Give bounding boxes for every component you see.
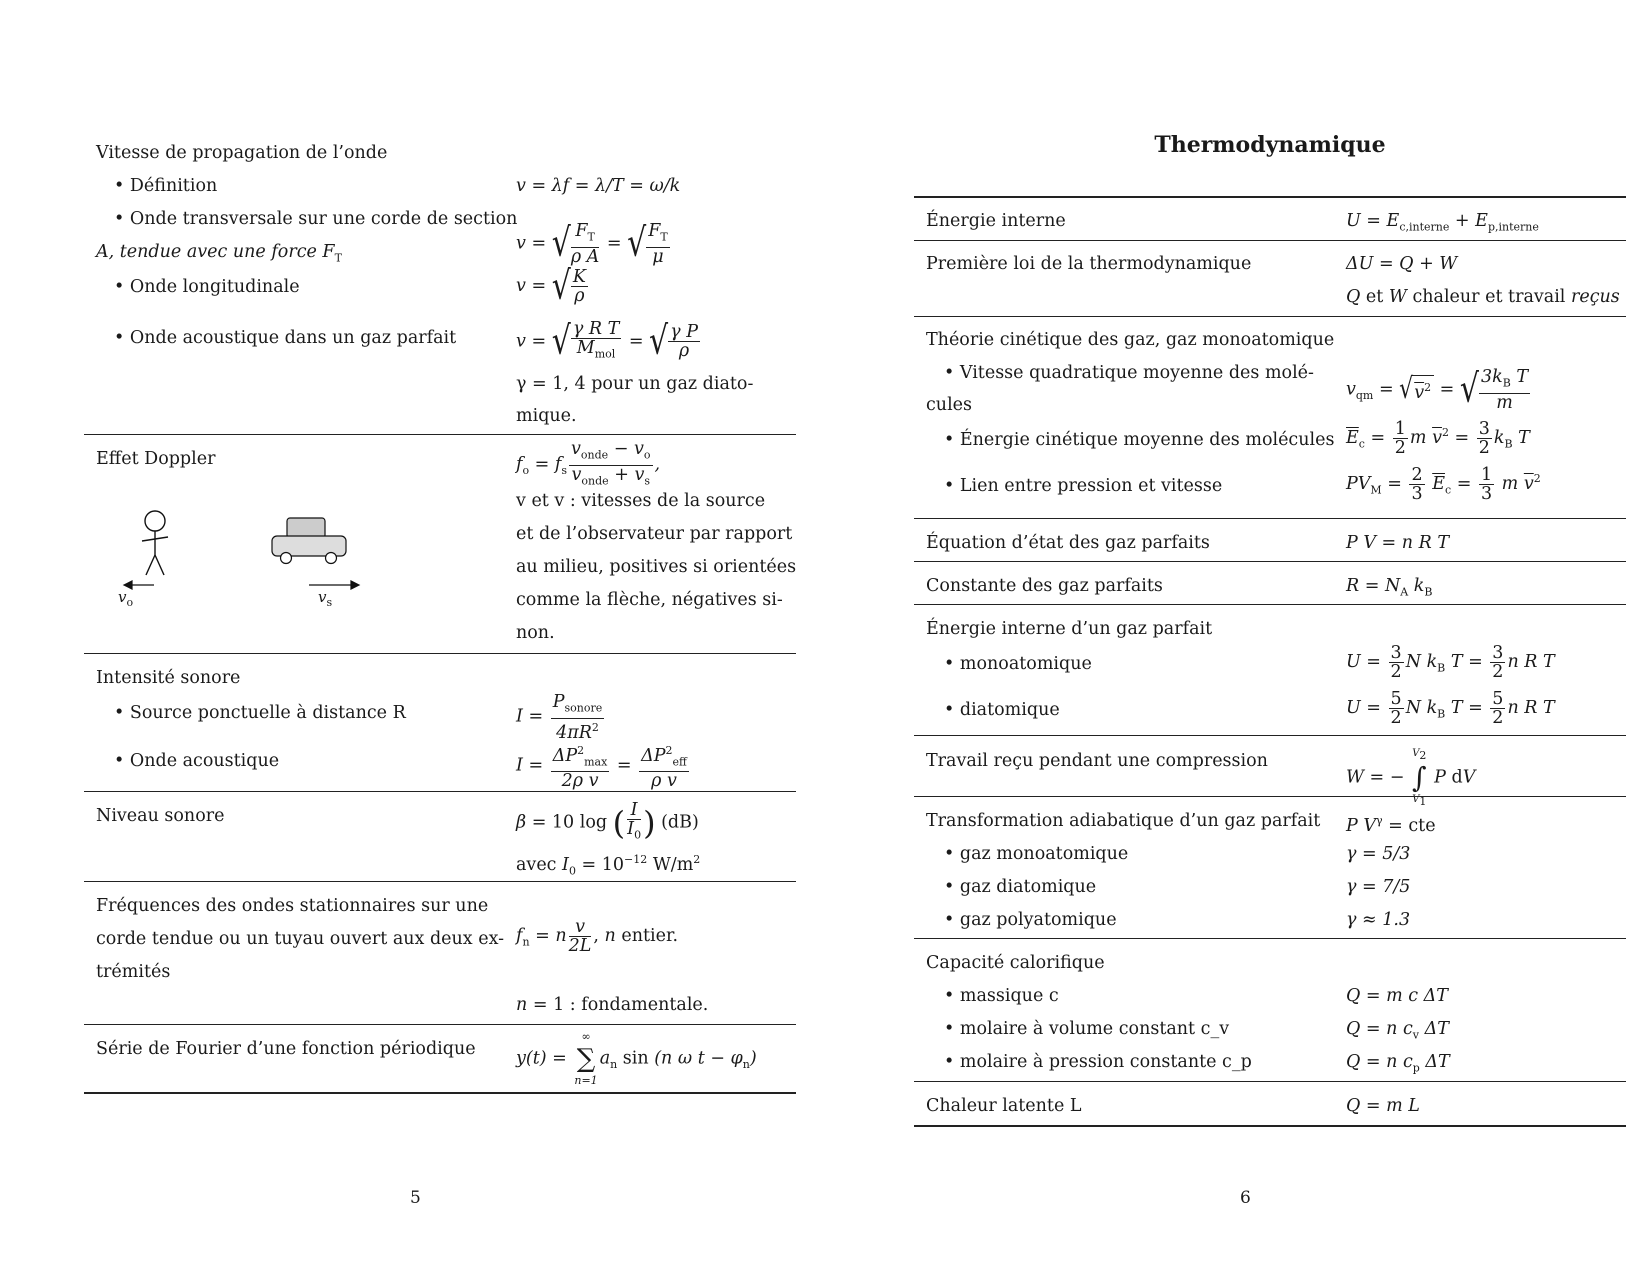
row-label: • monoatomique — [944, 654, 1092, 674]
divider — [84, 653, 796, 654]
speed-transverse-formula: v = √ $\frac{F_T}{\text{ρ A}}$ = √ $\frac{F_T}{\mu}$ — [516, 220, 668, 267]
level-note: avec $I_0 = 10^{-12}$ $W/m^2$ — [516, 853, 701, 878]
row-formula: ΔU = Q + W — [1346, 254, 1458, 274]
row-label: • diatomique — [944, 700, 1060, 720]
speed-transverse-label2 — [96, 240, 342, 271]
row-label: cules — [926, 395, 973, 415]
row-formula: W = − $V_2$ ∫ $V_1$ P dV — [1346, 748, 1476, 808]
page-number: 6 — [1240, 1188, 1251, 1208]
divider — [914, 1125, 1626, 1127]
label-vo-sub: o — [126, 596, 134, 609]
row-label: • massique c — [944, 986, 1059, 1006]
doppler-formula: $f_o = f_s$ $v_{onde} - v_o$ $v_{onde} + v_s$ , — [516, 439, 661, 487]
row-label: • molaire à pression constante c_p — [944, 1052, 1252, 1072]
row-formula: P V = n R T — [1346, 533, 1450, 553]
row-formula: γ = 7/5 — [1346, 877, 1411, 897]
intensity-acoustic-label: • Onde acoustique — [114, 751, 280, 771]
divider — [914, 561, 1626, 562]
speed-acoustic-formula: v = √ γ R T $M_{mol}$ = √ $\frac{\text{γ P}}{\rho}$ — [516, 318, 698, 364]
row-label: • Énergie cinétique moyenne des molécules — [944, 430, 1335, 450]
row-formula: U = $\frac{5}{2}$ N $k_B$ T = $\frac{5}{2}$ n R T — [1346, 689, 1555, 728]
row-label: Capacité calorifique — [926, 953, 1105, 973]
doppler-line-4: comme la flèche, négatives si- — [516, 590, 783, 610]
row-formula: $v_{qm} = √v^2$ = √ $\frac{3k_B T}{m}$ — [1346, 366, 1529, 413]
row-label: Énergie interne d’un gaz parfait — [926, 619, 1213, 639]
speed-gamma-note2: mique. — [516, 406, 577, 426]
row-formula: $\overline{E}_c$ = $\frac{1}{2}$ m $\overline{v}^2$ = $\frac{3}{2}$ $k_B$ T — [1346, 419, 1530, 458]
row-formula: Q = n $c_p$ ΔT — [1346, 1052, 1450, 1075]
row-label: Travail reçu pendant une compression — [926, 751, 1268, 771]
standing-line-1: Fréquences des ondes stationnaires sur une — [96, 896, 489, 916]
level-heading: Niveau sonore — [96, 806, 225, 826]
row-label: Chaleur latente L — [926, 1096, 1082, 1116]
row-formula: P $V^\gamma$ = cte — [1346, 814, 1436, 836]
row-label: Première loi de la thermodynamique — [926, 254, 1252, 274]
car-shape — [272, 518, 346, 564]
divider — [914, 196, 1626, 198]
row-label: • Vitesse quadratique moyenne des molé- — [944, 363, 1314, 383]
level-formula: β = 10 log ( $\frac{I}{I_0}$ ) (dB) — [516, 800, 699, 842]
row-formula: $PV_M$ = $\frac{2}{3}$ $\overline{E}_c$ = $\frac{1}{3}$ m $\overline{v}^2$ — [1346, 465, 1541, 504]
row-label: • gaz polyatomique — [944, 910, 1117, 930]
speed-definition-label: • Définition — [114, 176, 218, 196]
divider — [84, 881, 796, 882]
row-label: • gaz monoatomique — [944, 844, 1129, 864]
row-label: Théorie cinétique des gaz, gaz monoatomique — [926, 330, 1335, 350]
observer-stick-figure — [142, 511, 168, 575]
divider — [84, 791, 796, 792]
divider — [914, 735, 1626, 736]
row-note: Q et W chaleur et travail reçus — [1346, 287, 1620, 307]
speed-definition-text: v = λf = λ/T = ω/k — [516, 176, 681, 196]
row-formula: Q = m c ΔT — [1346, 986, 1448, 1006]
divider — [914, 240, 1626, 241]
speed-transverse-label: • Onde transversale sur une corde de section — [114, 209, 518, 229]
divider — [914, 938, 1626, 939]
page-number: 5 — [410, 1188, 421, 1208]
row-formula: γ ≈ 1.3 — [1346, 910, 1411, 930]
divider — [84, 434, 796, 435]
doppler-illustration — [104, 505, 374, 615]
fourier-heading: Série de Fourier d’une fonction périodique — [96, 1039, 476, 1059]
source-arrow — [309, 581, 359, 589]
doppler-line-3: au milieu, positives si orientées — [516, 557, 797, 577]
row-formula: U = $\frac{3}{2}$ N $k_B$ T = $\frac{3}{2}$ n R T — [1346, 643, 1555, 682]
intensity-heading: Intensité sonore — [96, 668, 241, 688]
divider — [914, 316, 1626, 317]
divider — [914, 1081, 1626, 1082]
fourier-formula: y(t) = ∞ ∑ n=1 $a_n$ sin (n ω $t - \varphi_n$) — [516, 1030, 757, 1087]
intensity-acoustic-formula: I = $\Delta P^2_{max}$ 2ρ v = $\Delta P^2_{eff}$ ρ v — [516, 744, 687, 792]
row-label: • Lien entre pression et vitesse — [944, 476, 1223, 496]
standing-note: n = 1 : fondamentale. — [516, 995, 709, 1015]
speed-heading: Vitesse de propagation de l’onde — [96, 143, 388, 163]
label-vo — [118, 585, 133, 615]
doppler-line-2: et de l’observateur par rapport — [516, 524, 793, 544]
row-formula: γ = 5/3 — [1346, 844, 1411, 864]
row-label: Constante des gaz parfaits — [926, 576, 1163, 596]
speed-acoustic-label: • Onde acoustique dans un gaz parfait — [114, 328, 457, 348]
intensity-point-label: • Source ponctuelle à distance R — [114, 703, 406, 723]
row-label: Transformation adiabatique d’un gaz parfait — [926, 811, 1321, 831]
label-vs-sub: s — [326, 596, 333, 609]
standing-formula: $f_n = n$ $\frac{v}{2L}$ , n entier. — [516, 917, 679, 956]
speed-longitudinal-formula: v = √ $\frac{K}{\rho}$ — [516, 263, 586, 309]
speed-definition-formula — [516, 174, 680, 198]
row-label: • molaire à volume constant c_v — [944, 1019, 1230, 1039]
label-vs-text: v — [318, 588, 327, 606]
intensity-point-formula: I = $P_{sonore}$ $4\pi R^2$ — [516, 692, 603, 743]
divider — [84, 1092, 796, 1094]
doppler-line-5: non. — [516, 623, 555, 643]
row-label: • gaz diatomique — [944, 877, 1097, 897]
standing-line-2: corde tendue ou un tuyau ouvert aux deux ex- — [96, 929, 505, 949]
speed-gamma-note: γ = 1, 4 pour un gaz diato- — [516, 374, 754, 394]
doppler-heading: Effet Doppler — [96, 449, 216, 469]
divider — [914, 518, 1626, 519]
page-title: Thermodynamique — [1154, 132, 1386, 158]
label-vs — [318, 585, 332, 615]
divider — [914, 796, 1626, 797]
label-vo-text: v — [118, 588, 127, 606]
standing-line-3: trémités — [96, 962, 171, 982]
row-formula: $U = E_{c,interne} + E_{p,interne}$ — [1346, 211, 1539, 234]
speed-longitudinal-label: • Onde longitudinale — [114, 277, 300, 297]
row-label: Énergie interne — [926, 211, 1066, 231]
row-formula: $R = N_A$ $k_B$ — [1346, 576, 1433, 599]
row-formula: Q = n $c_v$ ΔT — [1346, 1019, 1449, 1042]
divider — [914, 604, 1626, 605]
speed-transverse-label2-sub: T — [334, 251, 342, 265]
speed-transverse-label2-text: A, tendue avec une force F — [96, 242, 335, 262]
divider — [84, 1024, 796, 1025]
row-formula: Q = m L — [1346, 1096, 1420, 1116]
row-label: Équation d’état des gaz parfaits — [926, 533, 1210, 553]
doppler-line-1: v et v : vitesses de la source — [516, 491, 766, 511]
